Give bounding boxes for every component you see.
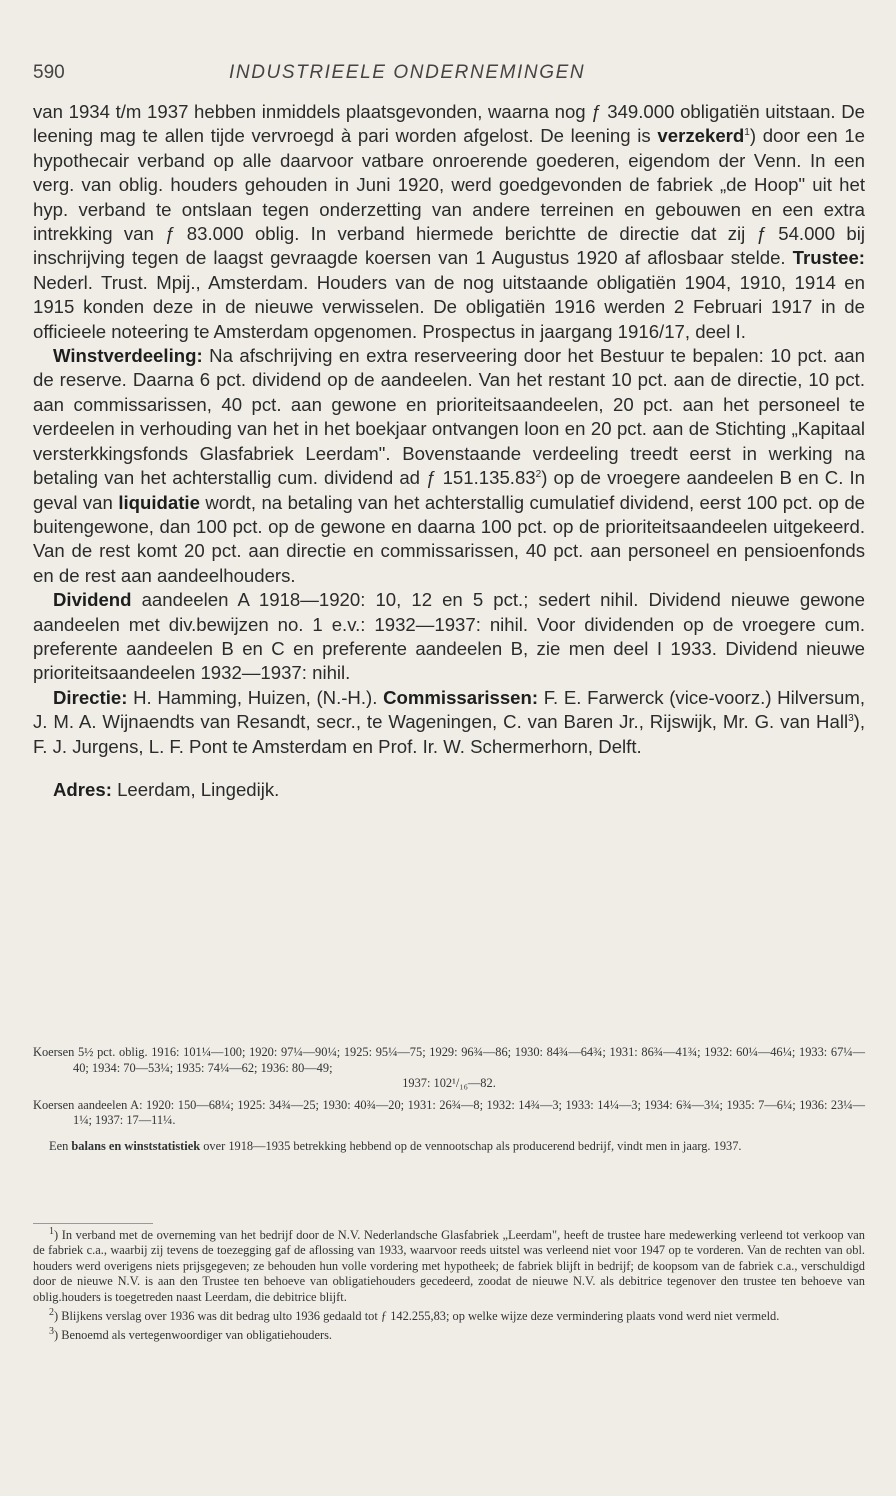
label-directie: Directie: [53, 686, 128, 708]
page-header [33, 62, 863, 88]
koersen-obligaties-end: 1937: 102¹/₁₆—82. [402, 1076, 496, 1091]
footnote-divider [33, 1223, 153, 1224]
paragraph-winstverdeeling: Winstverdeeling: Na afschrijving en extra reserveering door het Bestuur te bepalen: 10 pct. aan de reserve. Daarna 6 pct. dividend op de aandeelen. Van het restant 10 pct. aan de directie, 10 pct. aan commissarissen, 40 pct. aan gewone en prioriteitsaandeelen, 20 pct. aan het personeel te verdeelen in verhouding van het in het boekjaar ontvangen loon en 20 pct. aan de Stichting „Kapitaal versterkkingsfonds Glasfabriek Leerdam". Bovenstaande verdeeling treedt eerst in werking na betaling van het achterstallig cum. dividend ad ƒ 151.135.83$^2$) op de vroegere aandeelen B en C. In geval van liquidatie wordt, na betaling van het achterstallig cumulatief dividend, eerst 100 pct. op de buitengewone, dan 100 pct. op de gewone en daarna 100 pct. op de prioriteitsaandeelen uitgekeerd. Van de rest komt 20 pct. aan directie en commissarissen, 40 pct. aan personeel en pensioenfonds en de rest aan aandeelhouders. [33, 345, 866, 586]
footnote-3: $^3$) Benoemd als vertegenwoordiger van obligatiehouders. [49, 1326, 333, 1343]
label-dividend: Dividend [53, 589, 132, 611]
paragraph-directie: Directie: H. Hamming, Huizen, (N.-H.). Commissarissen: F. E. Farwerck (vice-voorz.) Hilversum, J. M. A. Wijnaendts van Resandt, secr., te Wageningen, C. van Baren Jr., Rijswijk, Mr. G. van Hall$^3$), F. J. Jurgens, L. F. Pont te Amsterdam en Prof. Ir. W. Schermerhorn, Delft. [33, 686, 865, 757]
balans-note: Een balans en winststatistiek over 1918—1935 betrekking hebbend op de vennootschap als producerend bedrijf, vindt men in jaarg. 1937. [49, 1138, 742, 1153]
label-winstverdeeling: Winstverdeeling: [53, 345, 203, 367]
paragraph-dividend: Dividend aandeelen A 1918—1920: 10, 12 en 5 pct.; sedert nihil. Dividend nieuwe gewone aandeelen met div.bewijzen no. 1 e.v.: 1932—1937: nihil. Voor dividenden op de vroegere cum. preferente aandeelen B en C en preferente aandeelen B, zie men deel I 1933. Dividend nieuwe prioriteitsaandeelen 1932—1937: nihil. [33, 589, 865, 684]
label-liquidatie: liquidatie [118, 491, 200, 513]
label-trustee: Trustee: [792, 247, 865, 269]
paragraph-obligaties: van 1934 t/m 1937 hebben inmiddels plaatsgevonden, waarna nog ƒ 349.000 obligatiën uitstaan. De leening mag te allen tijde vervroegd à pari worden afgelost. De leening is verzekerd$^1$) door een 1e hypothecair verband op alle daarvoor vatbare onroerende goederen, eigendom der Venn. In een verg. van oblig. houders gehouden in Juni 1920, werd goedgevonden de fabriek „de Hoop" uit het hyp. verband te ontslaan tegen onderzetting van andere terreinen en gebouwen en een extra intrekking van ƒ 83.000 oblig. In verband hiermede berichtte de directie dat zij ƒ 54.000 bij inschrijving tegen de laagst gevraagde koersen van 1 Augustus 1920 af aflosbaar stelde. Trustee: Nederl. Trust. Mpij., Amsterdam. Houders van de nog uitstaande obligatiën 1904, 1910, 1914 en 1915 konden deze in de nieuwe verwisselen. De obligatiën 1916 werden 2 Februari 1917 in de officieele noteering te Amsterdam opgenomen. Prospectus in jaargang 1916/17, deel I. [33, 101, 865, 342]
footnote-ref-1: 1 [744, 127, 750, 139]
footnotes [33, 1225, 865, 1344]
footnote-ref-2: 2 [535, 468, 542, 480]
paragraph-adres: Adres: Leerdam, Lingedijk. [53, 778, 280, 800]
koersen-obligaties: Koersen 5½ pct. oblig. 1916: 101¼—100; 1920: 97¼—90¼; 1925: 95¼—75; 1929: 96¾—86; 1930: 84¾—64¾; 1931: 86¾—41¾; 1932: 60¼—46¼; 1933: 67¼—40; 1934: 70—53¼; 1935: 74¼—62; 1936: 80—49; [33, 1045, 865, 1075]
footnote-2: $^2$) Blijkens verslag over 1936 was dit bedrag ulto 1936 gedaald tot ƒ 142.255,83; op welke wijze deze vermindering plaats vond werd niet vermeld. [49, 1306, 780, 1324]
footnote-ref-3: 3 [848, 712, 854, 724]
running-head: INDUSTRIEELE ONDERNEMINGEN [229, 62, 586, 83]
body-text [33, 100, 865, 802]
footnote-1: $^1$) In verband met de overneming van het bedrijf door de N.V. Nederlandsche Glasfabriek „Leerdam", heeft de trustee hare medewerking verleend tot verkoop van de fabriek c.a., waarbij zij tevens de toezegging gaf de aflossing van 1933, waarvoor reeds uitstel was verleend niet voor 1947 op te vorderen. Van de rechten van obl. houders werd overigens niets prijsgegeven; ze behouden hun volle vordering met hypotheek; de fabriek blijft in bedrijf; de koopsom van de fabriek c.a., verschuldigd door de nieuwe N.V. is aan den Trustee ten behoeve van obligatiehouders gecedeerd, zoodat de nieuwe N.V. als debitrice tegenover den trustee ten behoeve van oblig.houders is toegetreden naast Leerdam, die debitrice blijft. [33, 1225, 865, 1304]
label-balans: balans en winststatistiek [71, 1138, 201, 1153]
koersen-section [33, 1045, 865, 1155]
label-adres: Adres: [53, 778, 112, 800]
koersen-aandeelen: Koersen aandeelen A: 1920: 150—68¼; 1925: 34¾—25; 1930: 40¾—20; 1931: 26¾—8; 1932: 14¾—3; 1933: 14¼—3; 1934: 6¾—3¼; 1935: 7—6¼; 1936: 23¼—1¼; 1937: 17—11¼. [33, 1097, 865, 1128]
label-commissarissen: Commissarissen: [383, 686, 539, 708]
label-verzekerd: verzekerd [657, 125, 745, 147]
page-number: 590 [33, 62, 65, 83]
